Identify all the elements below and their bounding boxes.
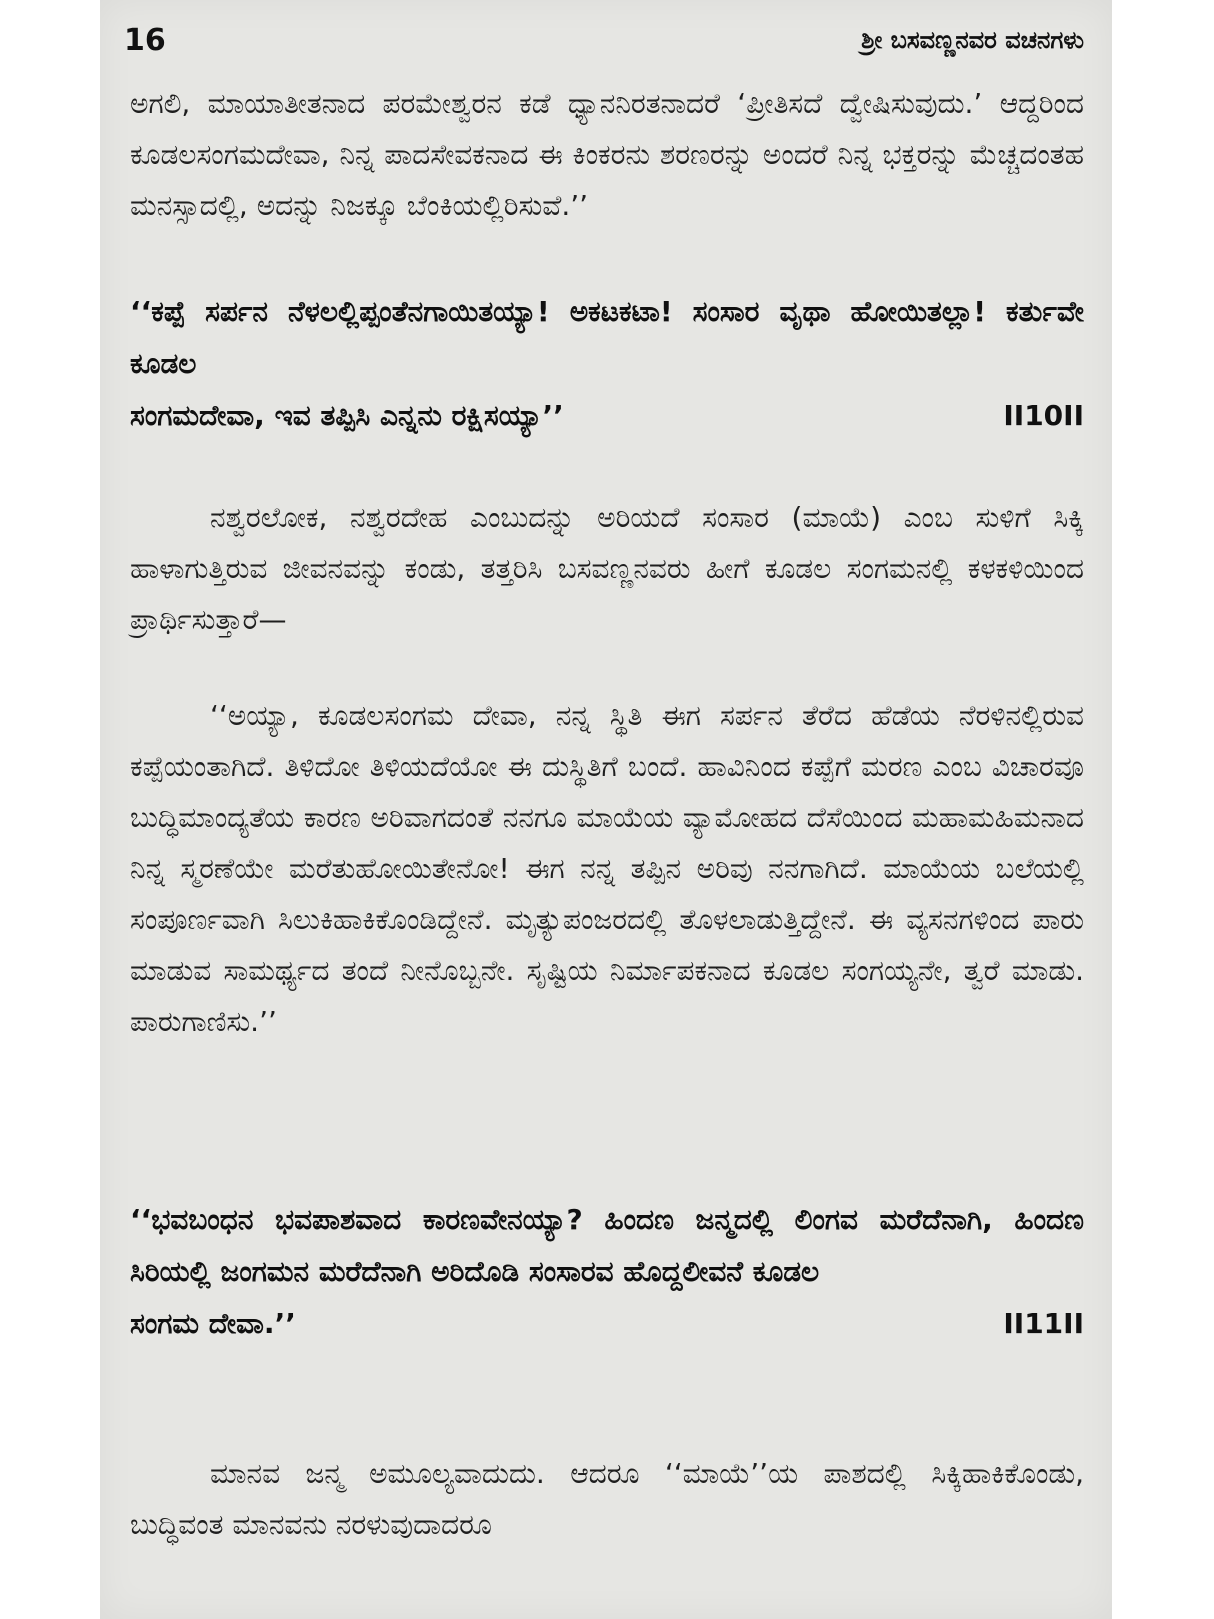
vachana-11 [130,1194,1084,1350]
vachana-number: II11II [1003,1307,1084,1340]
closing-paragraph [130,1448,1084,1550]
paragraph-text: ಮಾನವ ಜನ್ಮ ಅಮೂಲ್ಯವಾದುದು. ಆದರೂ ‘‘ಮಾಯೆ’’ಯ ಪಾಶದಲ್ಲಿ ಸಿಕ್ಕಿಹಾಕಿಕೊಂಡು, ಬುದ್ಧಿವಂತ ಮಾನವನು ನರಳುವುದಾದರೂ [130,1457,1084,1541]
vachana-text: ‘‘ಕಪ್ಪೆ ಸರ್ಪನ ನೆಳಲಲ್ಲಿಪ್ಪಂತೆನಗಾಯಿತಯ್ಯಾ! ಅಕಟಕಟಾ! ಸಂಸಾರ ವೃಥಾ ಹೋಯಿತಲ್ಲಾ! ಕರ್ತುವೇ ಕೂಡಲ [130,295,1084,380]
paragraph-continued [130,78,1084,231]
paragraph-text: ನಶ್ವರಲೋಕ, ನಶ್ವರದೇಹ ಎಂಬುದನ್ನು ಅರಿಯದೆ ಸಂಸಾರ (ಮಾಯೆ) ಎಂಬ ಸುಳಿಗೆ ಸಿಕ್ಕಿ ಹಾಳಾಗುತ್ತಿರುವ ಜೀವನವನ್ನು ಕಂಡು, ತತ್ತರಿಸಿ ಬಸವಣ್ಣನವರು ಹೀಗೆ ಕೂಡಲ ಸಂಗಮನಲ್ಲಿ ಕಳಕಳಿಯಿಂದ ಪ್ರಾರ್ಥಿಸುತ್ತಾರೆ— [130,501,1084,636]
page-number: 16 [124,22,166,58]
page-header [124,18,1084,62]
book-page [100,0,1112,1619]
vachana-last-line [130,390,1084,442]
commentary-paragraph [130,492,1084,645]
paragraph-text: ಅಗಲಿ, ಮಾಯಾತೀತನಾದ ಪರಮೇಶ್ವರನ ಕಡೆ ಧ್ಯಾನನಿರತನಾದರೆ ‘ಪ್ರೀತಿಸದೆ ದ್ವೇಷಿಸುವುದು.’ ಆದ್ದರಿಂದ ಕೂಡಲಸಂಗಮದೇವಾ, ನಿನ್ನ ಪಾದಸೇವಕನಾದ ಈ ಕಿಂಕರನು ಶರಣರನ್ನು ಅಂದರೆ ನಿನ್ನ ಭಕ್ತರನ್ನು ಮೆಚ್ಚದಂತಹ ಮನಸ್ಸಾದಲ್ಲಿ, ಅದನ್ನು ನಿಜಕ್ಕೂ ಬೆಂಕಿಯಲ್ಲಿರಿಸುವೆ.’’ [130,87,1084,222]
vachana-text: ‘‘ಭವಬಂಧನ ಭವಪಾಶವಾದ ಕಾರಣವೇನಯ್ಯಾ? ಹಿಂದಣ ಜನ್ಮದಲ್ಲಿ ಲಿಂಗವ ಮರೆದೆನಾಗಿ, ಹಿಂದಣ ಸಿರಿಯಲ್ಲಿ ಜಂಗಮನ ಮರೆದೆನಾಗಿ ಅರಿದೊಡಿ ಸಂಸಾರವ ಹೊದ್ದಲೀವನೆ ಕೂಡಲ [130,1203,1084,1288]
vachana-10 [130,286,1084,442]
vachana-closing-text: ಸಂಗಮ ದೇವಾ.’’ [130,1307,296,1340]
explanation-paragraph [130,690,1084,1047]
vachana-last-line [130,1298,1084,1350]
paragraph-text: ‘‘ಅಯ್ಯಾ, ಕೂಡಲಸಂಗಮ ದೇವಾ, ನನ್ನ ಸ್ಥಿತಿ ಈಗ ಸರ್ಪನ ತೆರೆದ ಹೆಡೆಯ ನೆರಳಿನಲ್ಲಿರುವ ಕಪ್ಪೆಯಂತಾಗಿದೆ. ತಿಳಿದೋ ತಿಳಿಯದೆಯೋ ಈ ದುಸ್ಥಿತಿಗೆ ಬಂದೆ. ಹಾವಿನಿಂದ ಕಪ್ಪೆಗೆ ಮರಣ ಎಂಬ ವಿಚಾರವೂ ಬುದ್ಧಿಮಾಂದ್ಯತೆಯ ಕಾರಣ ಅರಿವಾಗದಂತೆ ನನಗೂ ಮಾಯೆಯ ವ್ಯಾಮೋಹದ ದೆಸೆಯಿಂದ ಮಹಾಮಹಿಮನಾದ ನಿನ್ನ ಸ್ಮರಣೆಯೇ ಮರೆತುಹೋಯಿತೇನೋ! ಈಗ ನನ್ನ ತಪ್ಪಿನ ಅರಿವು ನನಗಾಗಿದೆ. ಮಾಯೆಯ ಬಲೆಯಲ್ಲಿ ಸಂಪೂರ್ಣವಾಗಿ ಸಿಲುಕಿಹಾಕಿಕೊಂಡಿದ್ದೇನೆ. ಮೃತ್ಯುಪಂಜರದಲ್ಲಿ ತೊಳಲಾಡುತ್ತಿದ್ದೇನೆ. ಈ ವ್ಯಸನಗಳಿಂದ ಪಾರು ಮಾಡುವ ಸಾಮರ್ಥ್ಯದ ತಂದೆ ನೀನೊಬ್ಬನೇ. ಸೃಷ್ಟಿಯ ನಿರ್ಮಾಪಕನಾದ ಕೂಡಲ ಸಂಗಯ್ಯನೇ, ತ್ವರೆ ಮಾಡು. ಪಾರುಗಾಣಿಸು.’’ [130,699,1084,1038]
vachana-closing-text: ಸಂಗಮದೇವಾ, ಇವ ತಪ್ಪಿಸಿ ಎನ್ನನು ರಕ್ಷಿಸಯ್ಯಾ’’ [130,399,564,432]
running-title: ಶ್ರೀ ಬಸವಣ್ಣನವರ ವಚನಗಳು [861,26,1084,54]
vachana-number: II10II [1003,399,1084,432]
